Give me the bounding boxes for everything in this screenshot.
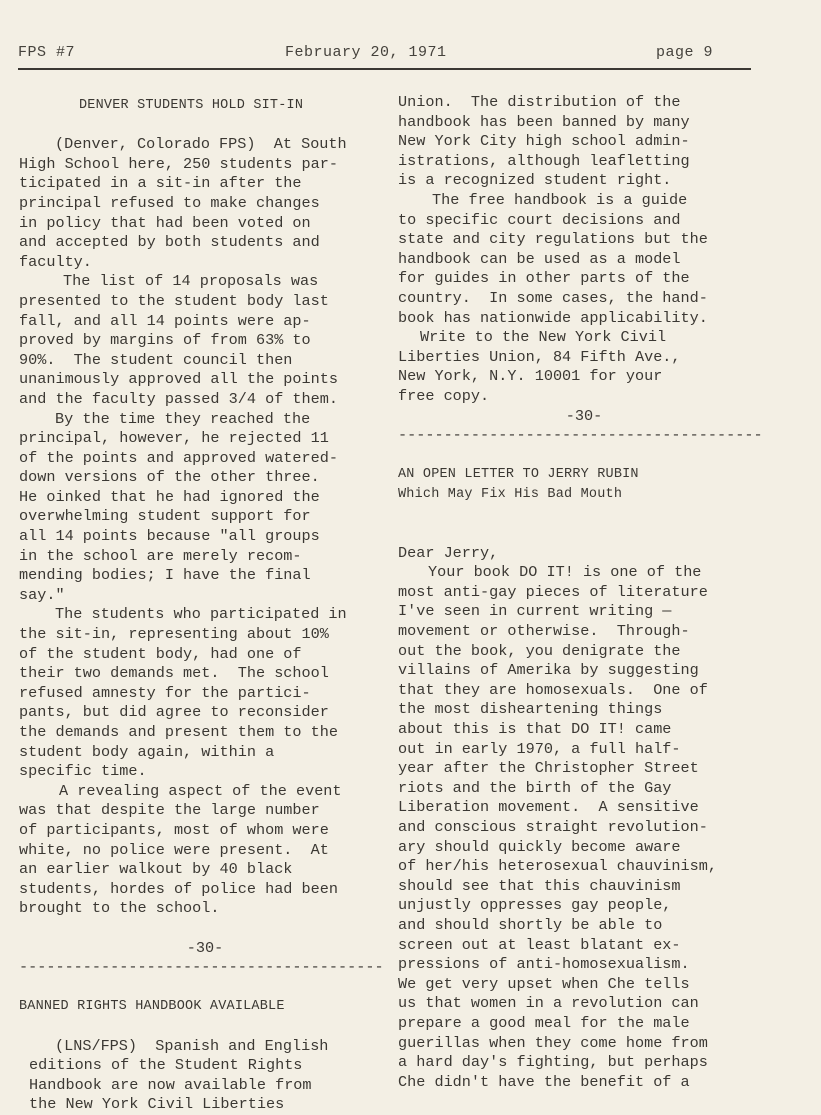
issue-date: February 20, 1971 bbox=[285, 44, 447, 61]
text-line: should see that this chauvinism bbox=[398, 876, 681, 895]
text-line bbox=[19, 1017, 391, 1037]
text-line bbox=[398, 524, 770, 544]
text-line: us that women in a revolution can bbox=[398, 994, 699, 1013]
text-line: and the faculty passed 3/4 of them. bbox=[19, 389, 338, 408]
text-line: principal refused to make changes bbox=[19, 193, 320, 212]
text-line: for guides in other parts of the bbox=[398, 269, 690, 288]
text-line: of her/his heterosexual chauvinism, bbox=[398, 857, 717, 876]
article-headline: BANNED RIGHTS HANDBOOK AVAILABLE bbox=[19, 999, 285, 1015]
text-line: Handbook are now available from bbox=[29, 1075, 312, 1094]
text-line: out in early 1970, a full half- bbox=[398, 739, 681, 758]
text-line: and should shortly be able to bbox=[398, 915, 663, 934]
text-line: Write to the New York Civil bbox=[420, 328, 667, 347]
text-line: of participants, most of whom were bbox=[19, 820, 329, 839]
text-line bbox=[19, 116, 391, 136]
text-line: handbook can be used as a model bbox=[398, 249, 681, 268]
text-line: country. In some cases, the hand- bbox=[398, 288, 708, 307]
text-line bbox=[19, 919, 391, 939]
text-line: is a recognized student right. bbox=[398, 171, 672, 190]
text-line: refused amnesty for the partici- bbox=[19, 683, 311, 702]
issue-label: FPS #7 bbox=[18, 44, 76, 61]
text-line: the most disheartening things bbox=[398, 700, 663, 719]
text-line: The list of 14 proposals was bbox=[63, 272, 319, 291]
text-line: Dear Jerry, bbox=[398, 543, 499, 562]
text-line: ary should quickly become aware bbox=[398, 837, 681, 856]
text-line: handbook has been banned by many bbox=[398, 112, 690, 131]
text-line: was that despite the large number bbox=[19, 801, 320, 820]
text-line: white, no police were present. At bbox=[19, 840, 329, 859]
text-line: a hard day's fighting, but perhaps bbox=[398, 1053, 708, 1072]
text-line: presented to the student body last bbox=[19, 291, 329, 310]
text-line: year after the Christopher Street bbox=[398, 759, 699, 778]
right-column bbox=[398, 93, 770, 1092]
text-line: We get very upset when Che tells bbox=[398, 974, 690, 993]
text-line: High School here, 250 students par- bbox=[19, 154, 338, 173]
text-line: book has nationwide applicability. bbox=[398, 308, 708, 327]
text-line: students, hordes of police had been bbox=[19, 879, 338, 898]
text-line: unanimously approved all the points bbox=[19, 370, 338, 389]
text-line bbox=[398, 446, 770, 466]
text-line: prepare a good meal for the male bbox=[398, 1013, 690, 1032]
text-line: pants, but did agree to reconsider bbox=[19, 703, 329, 722]
text-line: movement or otherwise. Through- bbox=[398, 622, 690, 641]
text-line: fall, and all 14 points were ap- bbox=[19, 311, 311, 330]
text-line: that they are homosexuals. One of bbox=[398, 680, 708, 699]
article-headline: DENVER STUDENTS HOLD SIT-IN bbox=[79, 98, 304, 113]
text-line: Your book DO IT! is one of the bbox=[428, 563, 702, 582]
left-column bbox=[19, 96, 391, 1115]
text-line: free copy. bbox=[398, 386, 490, 405]
text-line: The free handbook is a guide bbox=[432, 190, 688, 209]
text-line: I've seen in current writing — bbox=[398, 602, 672, 621]
text-line: Liberties Union, 84 Fifth Ave., bbox=[398, 347, 681, 366]
article-headline: Which May Fix His Bad Mouth bbox=[398, 486, 623, 502]
text-line: proved by margins of from 63% to bbox=[19, 331, 311, 350]
text-line: in policy that had been voted on bbox=[19, 213, 311, 232]
text-line: most anti-gay pieces of literature bbox=[398, 582, 708, 601]
text-line: to specific court decisions and bbox=[398, 210, 681, 229]
text-line: editions of the Student Rights bbox=[29, 1056, 303, 1075]
text-line: specific time. bbox=[19, 762, 147, 781]
text-line: 90%. The student council then bbox=[19, 350, 293, 369]
end-mark: -30- bbox=[565, 406, 603, 425]
text-line: villains of Amerika by suggesting bbox=[398, 661, 699, 680]
text-line: unjustly oppresses gay people, bbox=[398, 896, 672, 915]
text-line: an earlier walkout by 40 black bbox=[19, 860, 293, 879]
text-line: The students who participated in bbox=[55, 605, 347, 624]
text-line: A revealing aspect of the event bbox=[59, 781, 342, 800]
text-line bbox=[398, 504, 770, 524]
text-line: about this is that DO IT! came bbox=[398, 720, 672, 738]
text-line: down versions of the other three. bbox=[19, 468, 320, 487]
text-line: New York City high school admin- bbox=[398, 132, 690, 151]
text-line: Che didn't have the benefit of a bbox=[398, 1072, 690, 1091]
text-line: state and city regulations but the bbox=[398, 230, 708, 249]
text-line: (LNS/FPS) Spanish and English bbox=[55, 1036, 329, 1055]
text-line: in the school are merely recom- bbox=[19, 546, 302, 565]
text-line: riots and the birth of the Gay bbox=[398, 778, 672, 797]
text-line: (Denver, Colorado FPS) At South bbox=[55, 135, 347, 154]
text-line bbox=[19, 978, 391, 998]
text-line: the New York Civil Liberties bbox=[29, 1095, 285, 1114]
text-line: principal, however, he rejected 11 bbox=[19, 429, 329, 448]
text-line: and accepted by both students and bbox=[19, 233, 320, 252]
text-line: the sit-in, representing about 10% bbox=[19, 625, 329, 644]
text-line: He oinked that he had ignored the bbox=[19, 487, 320, 506]
text-line: ticipated in a sit-in after the bbox=[19, 174, 302, 193]
text-line: By the time they reached the bbox=[55, 409, 311, 428]
header-rule bbox=[18, 68, 751, 70]
text-line: of the student body, had one of bbox=[19, 644, 302, 663]
text-line: of the points and approved watered- bbox=[19, 448, 338, 467]
text-line: the demands and present them to the bbox=[19, 723, 338, 741]
text-line: screen out at least blatant ex- bbox=[398, 935, 681, 954]
text-line: Union. The distribution of the bbox=[398, 93, 681, 111]
article-separator: ---------------------------------------- bbox=[398, 426, 763, 445]
text-line: guerillas when they come home from bbox=[398, 1033, 708, 1052]
text-line: all 14 points because "all groups bbox=[19, 527, 320, 546]
text-line: pressions of anti-homosexualism. bbox=[398, 955, 690, 974]
text-line: student body again, within a bbox=[19, 742, 275, 761]
end-mark: -30- bbox=[186, 938, 224, 957]
text-line: Liberation movement. A sensitive bbox=[398, 798, 699, 817]
text-line: mending bodies; I have the final bbox=[19, 566, 311, 585]
text-line: and conscious straight revolution- bbox=[398, 817, 708, 836]
page-number: page 9 bbox=[656, 44, 714, 61]
text-line: New York, N.Y. 10001 for your bbox=[398, 367, 663, 386]
text-line: say." bbox=[19, 585, 65, 604]
text-line: overwhelming student support for bbox=[19, 507, 311, 526]
text-line: their two demands met. The school bbox=[19, 664, 329, 683]
text-line: out the book, you denigrate the bbox=[398, 641, 681, 660]
article-headline: AN OPEN LETTER TO JERRY RUBIN bbox=[398, 467, 639, 483]
article-separator: ---------------------------------------- bbox=[19, 958, 384, 977]
text-line: faculty. bbox=[19, 252, 92, 271]
text-line: istrations, although leafletting bbox=[398, 151, 690, 170]
text-line: brought to the school. bbox=[19, 899, 220, 918]
